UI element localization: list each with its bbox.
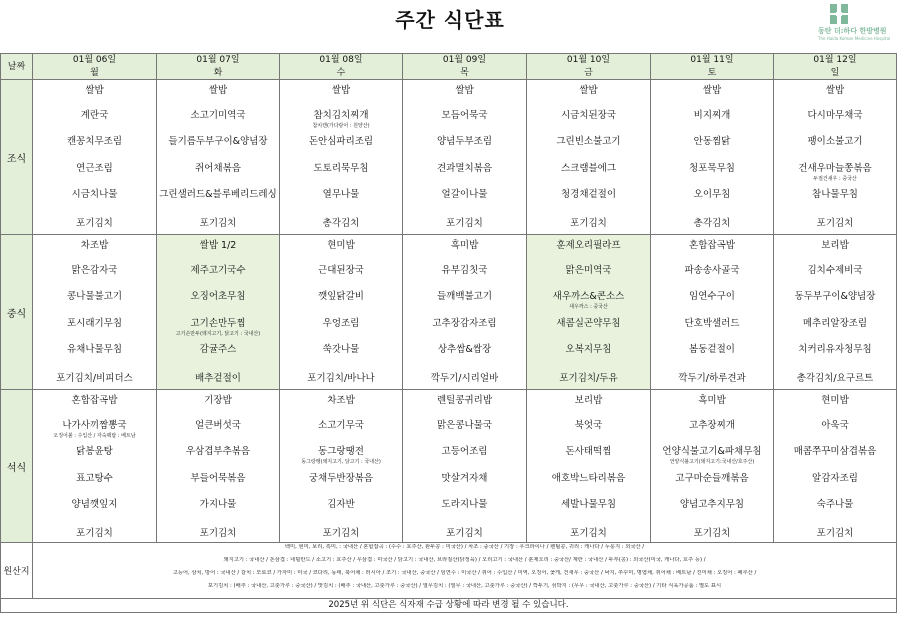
dish-origin-note: 참치캔(가다랑어 : 원양산) xyxy=(312,123,370,129)
lunch-cell-tue xyxy=(157,235,280,390)
dinner-cell-sun xyxy=(774,390,897,543)
menu-dish: 치커리유자청무침 xyxy=(798,344,872,355)
menu-dish: 포기김치 xyxy=(199,218,237,229)
menu-dish: 차조밥 xyxy=(80,240,109,251)
menu-dish: 건새우마늘쫑볶음 xyxy=(798,163,872,174)
menu-dish: 포기김치 xyxy=(76,218,113,229)
menu-dish: 고구마순들깨볶음 xyxy=(675,473,749,484)
lunch-cell-fri xyxy=(527,235,651,390)
menu-dish: 흑미밥 xyxy=(698,395,726,406)
menu-dish: 비지찌개 xyxy=(693,110,731,121)
menu-dish: 모듬어묵국 xyxy=(441,110,488,121)
date-row-label: 날짜 xyxy=(1,54,33,80)
date-fri: 01월 10일 xyxy=(527,54,651,67)
menu-dish: 메추리알장조림 xyxy=(802,318,868,329)
date-thu: 01월 09일 xyxy=(403,54,527,67)
menu-dish: 돈안심파리조림 xyxy=(308,136,374,147)
menu-dish: 언양식불고기&파채무침 xyxy=(662,446,762,457)
menu-dish: 보리밥 xyxy=(574,395,603,406)
menu-dish: 혼합잡곡밥 xyxy=(689,240,735,251)
dinner-cell-wed xyxy=(280,390,403,543)
menu-dish: 시금치된장국 xyxy=(560,110,617,121)
breakfast-cell-tue xyxy=(157,80,280,235)
menu-dish: 기장밥 xyxy=(204,395,232,406)
menu-dish: 표고탕수 xyxy=(76,473,113,484)
menu-dish: 김자반 xyxy=(327,499,355,510)
menu-dish: 소고기무국 xyxy=(318,420,364,431)
menu-dish: 소고기미역국 xyxy=(190,110,246,121)
dinner-cell-fri xyxy=(527,390,651,543)
menu-dish: 고등어조림 xyxy=(441,446,488,457)
hospital-logo xyxy=(818,4,900,52)
dish-origin-note: 오징어볼 : 수입산 / 자숙팩탑 : 베트남 xyxy=(53,433,136,439)
date-mon: 01월 06일 xyxy=(33,54,157,67)
menu-dish: 연근조림 xyxy=(76,163,113,174)
menu-dish: 얼갈이나물 xyxy=(441,189,488,200)
menu-dish: 포기김치/비피더스 xyxy=(56,373,133,384)
footer-row xyxy=(1,599,897,613)
origin-label: 원산지 xyxy=(1,543,33,599)
weekday-row xyxy=(1,67,897,80)
weekday-sun: 일 xyxy=(774,67,897,80)
dinner-cell-mon xyxy=(33,390,157,543)
menu-dish: 맑은감자국 xyxy=(71,265,118,276)
menu-dish: 우삼겹부추볶음 xyxy=(185,446,251,457)
date-tue: 01월 07일 xyxy=(157,54,280,67)
menu-dish: 도라지나물 xyxy=(441,499,488,510)
menu-dish: 쌀밥 xyxy=(825,85,845,96)
menu-dish: 새우까스&콘소스 xyxy=(552,291,625,302)
date-wed: 01월 08일 xyxy=(280,54,403,67)
menu-dish: 그린샐러드&블루베리드레싱 xyxy=(159,189,277,200)
menu-dish: 새콤실곤약무침 xyxy=(556,318,621,329)
menu-dish: 양념깻잎지 xyxy=(71,499,118,510)
menu-dish: 총각김치/요구르트 xyxy=(796,373,874,384)
menu-dish: 맑은미역국 xyxy=(565,265,612,276)
hospital-name: 동탄 더:하다 한방병원 xyxy=(818,27,887,35)
menu-dish: 맛살겨자채 xyxy=(441,473,488,484)
menu-dish: 쌀밥 xyxy=(579,85,598,96)
weekday-fri: 금 xyxy=(527,67,651,80)
menu-dish: 들깨백불고기 xyxy=(436,291,493,302)
menu-dish: 청포묵무침 xyxy=(689,163,735,174)
menu-dish: 임연수구이 xyxy=(689,291,735,302)
dish-origin-note: 언양식불고기(돼지고기:국내산/호주산) xyxy=(669,459,755,465)
menu-dish: 포기김치 xyxy=(76,528,113,539)
footer-notice: 2025년 위 식단은 식자재 수급 상황에 따라 변경 될 수 있습니다. xyxy=(1,599,897,613)
menu-dish: 파송송사골국 xyxy=(684,265,740,276)
menu-dish: 도토리묵무침 xyxy=(313,163,369,174)
dish-origin-note: 두절건새우 : 중국산 xyxy=(813,176,857,182)
menu-dish: 깍두기/하루견과 xyxy=(678,373,746,384)
menu-dish: 고추장찌개 xyxy=(689,420,735,431)
menu-dish: 계란국 xyxy=(80,110,109,121)
weekday-sat: 토 xyxy=(651,67,774,80)
menu-dish: 애호박느타리볶음 xyxy=(551,473,626,484)
menu-dish: 세발나물무침 xyxy=(560,499,617,510)
lunch-cell-sun xyxy=(774,235,897,390)
menu-dish: 현미밥 xyxy=(821,395,849,406)
menu-dish: 매콤쭈꾸미삼겹볶음 xyxy=(793,446,877,457)
menu-dish: 총각김치 xyxy=(693,218,731,229)
menu-dish: 쑥갓나물 xyxy=(322,344,360,355)
menu-dish: 포기김치 xyxy=(199,528,237,539)
menu-dish: 북엇국 xyxy=(574,420,603,431)
menu-dish: 포시래기무침 xyxy=(66,318,123,329)
menu-dish: 부들어묵볶음 xyxy=(190,473,246,484)
menu-dish: 쌀밥 xyxy=(208,85,228,96)
menu-dish: 가지나물 xyxy=(199,499,237,510)
lunch-label: 중식 xyxy=(1,235,33,390)
menu-dish: 견과멸치볶음 xyxy=(436,163,493,174)
menu-dish: 고기손만두찜 xyxy=(190,318,246,329)
menu-dish: 포기김치 xyxy=(816,528,854,539)
menu-dish: 우엉조림 xyxy=(322,318,360,329)
menu-dish: 쌀밥 xyxy=(455,85,474,96)
lunch-cell-sat xyxy=(651,235,774,390)
dinner-cell-thu xyxy=(403,390,527,543)
menu-dish: 참치김치찌개 xyxy=(313,110,369,121)
weekday-thu: 목 xyxy=(403,67,527,80)
menu-dish: 쌀밥 xyxy=(331,85,351,96)
menu-dish: 아욱국 xyxy=(821,420,849,431)
weekday-wed: 수 xyxy=(280,67,403,80)
dinner-cell-sat xyxy=(651,390,774,543)
menu-dish: 포기김치 xyxy=(570,218,607,229)
origin-line: 돼지고기 : 국내산 / 돈삼겹 : 네덜란드 / 소고기 : 호주산 / 우삼겹 : 미국산 / 닭고기 : 국내산, 브라질산(닭정육) / 오리고기 : 국내산 / 훈제오리 : 중국산/ 계란 : 국내산 / 두부(콩) : 외국산(미국, 캐나다, 호주 등) / xyxy=(223,557,706,563)
menu-dish: 유채나물무침 xyxy=(66,344,123,355)
menu-dish: 시금치나물 xyxy=(71,189,118,200)
menu-dish: 고추장감자조림 xyxy=(432,318,497,329)
menu-dish: 상추쌈&쌈장 xyxy=(437,344,492,355)
hospital-logo-icon xyxy=(830,4,848,24)
weekly-menu-table xyxy=(0,53,897,613)
menu-dish: 혼합잡곡밥 xyxy=(71,395,118,406)
menu-dish: 차조밥 xyxy=(327,395,355,406)
menu-dish: 얼큰버섯국 xyxy=(195,420,241,431)
menu-dish: 그린빈소불고기 xyxy=(556,136,621,147)
breakfast-row xyxy=(1,80,897,235)
breakfast-cell-mon xyxy=(33,80,157,235)
lunch-row xyxy=(1,235,897,390)
menu-dish: 깍두기/시리얼바 xyxy=(430,373,499,384)
menu-dish: 캔꽁치무조림 xyxy=(66,136,123,147)
menu-dish: 궁채두반장볶음 xyxy=(308,473,374,484)
menu-dish: 청경채겉절이 xyxy=(560,189,617,200)
menu-dish: 열무나물 xyxy=(322,189,360,200)
menu-dish: 포기김치 xyxy=(446,528,483,539)
menu-dish: 쌀밥 xyxy=(702,85,722,96)
menu-dish: 안동찜닭 xyxy=(693,136,731,147)
menu-dish: 포기김치/두유 xyxy=(559,373,618,384)
origin-line: 백미, 현미, 보리, 흑미, : 국내산 / 혼합잡곡 : (수수 : 호주산, 완두콩 : 미국산) / 차조 : 중국산 / 기장 : 우크라이나 / 렌틸콩, 귀리 : 캐나다 / 누룽지 : 외국산 / xyxy=(284,544,645,550)
menu-dish: 제주고기국수 xyxy=(190,265,246,276)
menu-dish: 들기름두부구이&양념장 xyxy=(168,136,268,147)
breakfast-cell-sat xyxy=(651,80,774,235)
menu-dish: 오복지무침 xyxy=(565,344,612,355)
menu-dish: 오이무침 xyxy=(693,189,731,200)
menu-dish: 양념고추지무침 xyxy=(679,499,745,510)
menu-dish: 깻잎닭갈비 xyxy=(318,291,364,302)
dinner-row xyxy=(1,390,897,543)
menu-dish: 포기김치 xyxy=(322,528,360,539)
weekday-mon: 월 xyxy=(33,67,157,80)
breakfast-cell-fri xyxy=(527,80,651,235)
hospital-subtitle: The Haida Korean Medicine Hospital xyxy=(818,36,891,41)
dish-origin-note: 새우까스 : 중국산 xyxy=(569,304,608,310)
menu-dish: 배추겉절이 xyxy=(195,373,241,384)
breakfast-cell-wed xyxy=(280,80,403,235)
menu-dish: 콩나물불고기 xyxy=(66,291,123,302)
menu-dish: 양념두부조림 xyxy=(436,136,493,147)
dish-origin-note: 고기손만두(돼지고기, 닭고기 : 국내산) xyxy=(175,331,261,337)
breakfast-label: 조식 xyxy=(1,80,33,235)
dinner-label: 석식 xyxy=(1,390,33,543)
menu-dish: 쌀밥 xyxy=(85,85,104,96)
origin-line: 포기김치 : (배추 : 국내산, 고춧가루 : 중국산) / 맛김치 : (배추 : 국내산, 고춧가루 : 중국산) / 열무김치 : (열무 : 국내산, 고춧가루 : 중국산) / 깍두기, 섞박지 : (무우 : 국내산, 고춧가루 : 중국산) / 기타 식육가공품 : 별도 표시 xyxy=(207,583,722,589)
menu-dish: 보리밥 xyxy=(821,240,849,251)
menu-dish: 단호박샐러드 xyxy=(684,318,740,329)
menu-dish: 참나물무침 xyxy=(812,189,858,200)
menu-dish: 맑은콩나물국 xyxy=(436,420,493,431)
menu-dish: 돈사태떡찜 xyxy=(565,446,612,457)
menu-dish: 동두부구이&양념장 xyxy=(794,291,876,302)
page-title: 주간 식단표 xyxy=(395,8,505,32)
breakfast-cell-sun xyxy=(774,80,897,235)
date-sat: 01월 11일 xyxy=(651,54,774,67)
menu-dish: 쥐어채볶음 xyxy=(195,163,241,174)
menu-dish: 다시마무채국 xyxy=(807,110,863,121)
menu-dish: 나가사끼짬뽕국 xyxy=(62,420,127,431)
menu-dish: 알감자조림 xyxy=(812,473,858,484)
menu-dish: 포기김치 xyxy=(446,218,483,229)
weekday-tue: 화 xyxy=(157,67,280,80)
menu-dish: 훈제오리필라프 xyxy=(556,240,621,251)
lunch-cell-mon xyxy=(33,235,157,390)
menu-dish: 렌틸콩귀리밥 xyxy=(436,395,493,406)
menu-dish: 쌀밥 1/2 xyxy=(199,240,237,251)
menu-dish: 스크램블에그 xyxy=(560,163,617,174)
menu-dish: 총각김치 xyxy=(322,218,360,229)
menu-dish: 김치수제비국 xyxy=(807,265,863,276)
lunch-cell-wed xyxy=(280,235,403,390)
menu-dish: 감귤주스 xyxy=(199,344,237,355)
dish-origin-note: 동그랑땡(돼지고기, 닭고기 : 국내산) xyxy=(301,459,381,465)
menu-dish: 동그랑땡전 xyxy=(318,446,364,457)
menu-dish: 포기김치/바나나 xyxy=(307,373,375,384)
dinner-cell-tue xyxy=(157,390,280,543)
menu-dish: 숙주나물 xyxy=(816,499,854,510)
menu-dish: 봄동겉절이 xyxy=(689,344,735,355)
origin-row xyxy=(1,543,897,599)
menu-dish: 오징어초무침 xyxy=(190,291,246,302)
breakfast-cell-thu xyxy=(403,80,527,235)
origin-line: 고등어, 삼치, 방어 : 국내산 / 갈치 : 모로코 / 가자미 : 미국 / 코다리, 동태, 북어채 : 러시아 / 조기 : 국내산, 중국산 / 임연수 : 미국산 / 쥐어 : 수입산 / 미역, 오징어, 꽃게, 건새우 : 중국산 / 낙지, 쭈꾸미, 명엽채, 쥐어채 : 베트남 / 진미채 : 오징어 : 페루산 / xyxy=(172,570,757,576)
origin-info xyxy=(33,543,897,599)
menu-dish: 닭봉윤탕 xyxy=(76,446,113,457)
lunch-cell-thu xyxy=(403,235,527,390)
menu-dish: 포기김치 xyxy=(816,218,854,229)
menu-dish: 포기김치 xyxy=(693,528,731,539)
menu-dish: 현미밥 xyxy=(327,240,355,251)
menu-dish: 근대된장국 xyxy=(318,265,364,276)
menu-dish: 포기김치 xyxy=(570,528,607,539)
menu-dish: 팽이소불고기 xyxy=(807,136,863,147)
date-row xyxy=(1,54,897,67)
menu-dish: 흑미밥 xyxy=(450,240,479,251)
menu-dish: 유부김칫국 xyxy=(441,265,488,276)
date-sun: 01월 12일 xyxy=(774,54,897,67)
